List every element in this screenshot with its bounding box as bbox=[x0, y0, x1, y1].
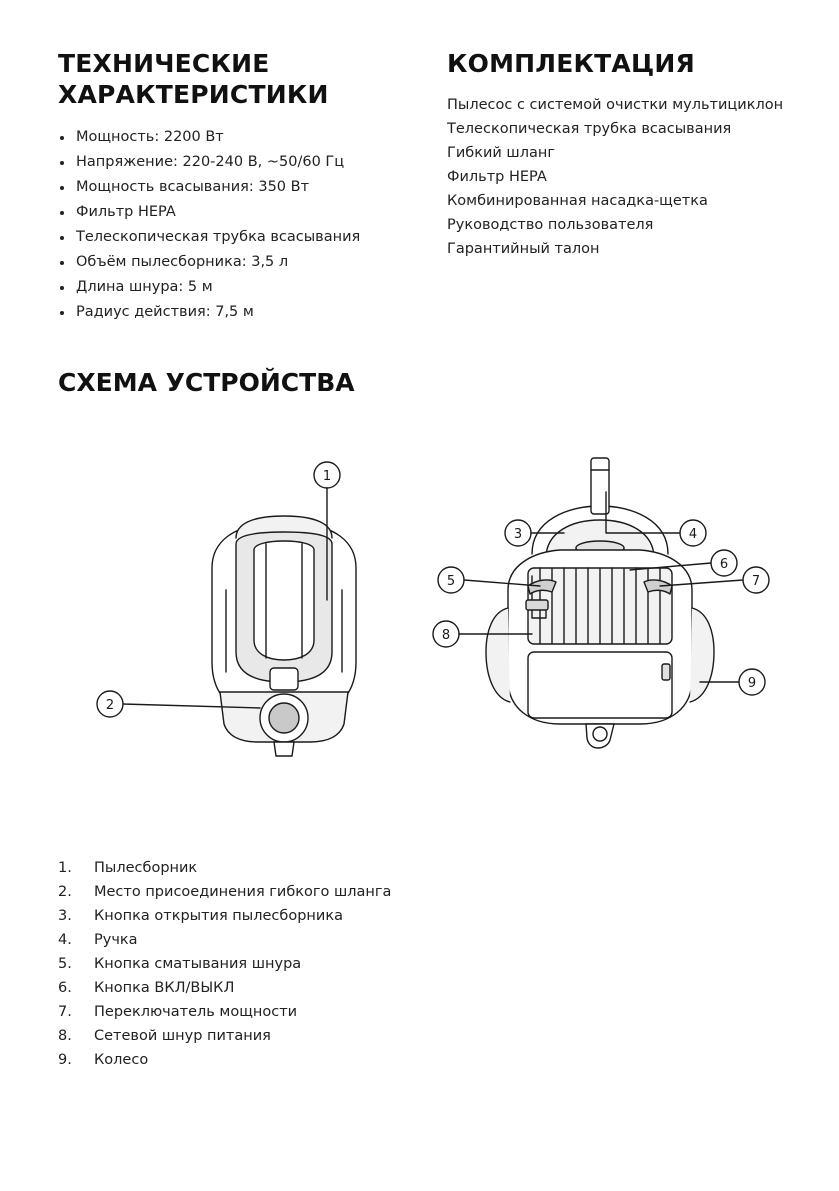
legend-number: 3. bbox=[58, 908, 72, 924]
callout-label-9: 9 bbox=[747, 676, 757, 691]
legend-number: 8. bbox=[58, 1028, 72, 1044]
callout-label-8: 8 bbox=[441, 628, 451, 643]
list-item: Объём пылесборника: 3,5 л bbox=[58, 250, 418, 275]
specs-section bbox=[58, 48, 418, 325]
list-item: Телескопическая трубка всасывания bbox=[58, 225, 418, 250]
legend-number: 2. bbox=[58, 884, 72, 900]
legend-number: 4. bbox=[58, 932, 72, 948]
list-item bbox=[58, 904, 658, 928]
list-item: Телескопическая трубка всасывания bbox=[447, 121, 732, 138]
list-item: Мощность всасывания: 350 Вт bbox=[58, 175, 418, 200]
callout-label-7: 7 bbox=[751, 574, 761, 589]
list-item: Длина шнура: 5 м bbox=[58, 275, 418, 300]
list-item: Фильтр HEPA bbox=[447, 169, 547, 186]
list-item bbox=[58, 928, 658, 952]
list-item: Мощность: 2200 Вт bbox=[58, 125, 418, 150]
list-item bbox=[58, 976, 658, 1000]
list-item bbox=[58, 1024, 658, 1048]
package-list bbox=[447, 93, 787, 261]
list-item bbox=[58, 880, 658, 904]
list-item bbox=[58, 1000, 658, 1024]
list-item: Радиус действия: 7,5 м bbox=[58, 300, 418, 325]
list-item: Комбинированная насадка-щетка bbox=[447, 193, 708, 210]
list-item: Руководство пользователя bbox=[447, 217, 654, 234]
list-item bbox=[58, 952, 658, 976]
callout-label-2: 2 bbox=[105, 698, 115, 713]
scheme-legend bbox=[58, 856, 658, 1072]
legend-number: 7. bbox=[58, 1004, 72, 1020]
legend-number: 9. bbox=[58, 1052, 72, 1068]
list-item: Пылесос с системой очистки мультициклон bbox=[447, 97, 784, 114]
specs-list bbox=[58, 125, 418, 325]
legend-label: Место присоединения гибкого шланга bbox=[94, 884, 392, 900]
list-item: Фильтр HEPA bbox=[58, 200, 418, 225]
legend-label: Кнопка открытия пылесборника bbox=[94, 908, 343, 924]
callout-label-5: 5 bbox=[446, 574, 456, 589]
legend-label: Ручка bbox=[94, 932, 138, 948]
list-item bbox=[58, 856, 658, 880]
package-title: КОМПЛЕКТАЦИЯ bbox=[447, 49, 695, 78]
legend-label: Пылесборник bbox=[94, 860, 198, 876]
callout-label-1: 1 bbox=[322, 469, 332, 484]
legend-label: Кнопка сматывания шнура bbox=[94, 956, 302, 972]
diagram-svg bbox=[40, 440, 800, 770]
specs-title: ТЕХНИЧЕСКИЕ ХАРАКТЕРИСТИКИ bbox=[58, 49, 329, 110]
list-item: Напряжение: 220-240 В, ~50/60 Гц bbox=[58, 150, 418, 175]
vacuum-rear-view bbox=[486, 458, 714, 748]
list-item: Гарантийный талон bbox=[447, 241, 600, 258]
package-section bbox=[447, 48, 787, 261]
legend-label: Переключатель мощности bbox=[94, 1004, 298, 1020]
legend-label: Сетевой шнур питания bbox=[94, 1028, 271, 1044]
callout-label-6: 6 bbox=[719, 557, 729, 572]
device-diagram bbox=[40, 440, 800, 770]
legend-label: Колесо bbox=[94, 1052, 149, 1068]
legend-number: 1. bbox=[58, 860, 72, 876]
scheme-title: СХЕМА УСТРОЙСТВА bbox=[58, 368, 355, 397]
legend-number: 5. bbox=[58, 956, 72, 972]
list-item: Гибкий шланг bbox=[447, 145, 555, 162]
vacuum-front-view bbox=[212, 516, 356, 756]
legend-label: Кнопка ВКЛ/ВЫКЛ bbox=[94, 980, 235, 996]
legend-number: 6. bbox=[58, 980, 72, 996]
callout-label-3: 3 bbox=[513, 527, 523, 542]
callout-label-4: 4 bbox=[688, 527, 698, 542]
list-item bbox=[58, 1048, 658, 1072]
